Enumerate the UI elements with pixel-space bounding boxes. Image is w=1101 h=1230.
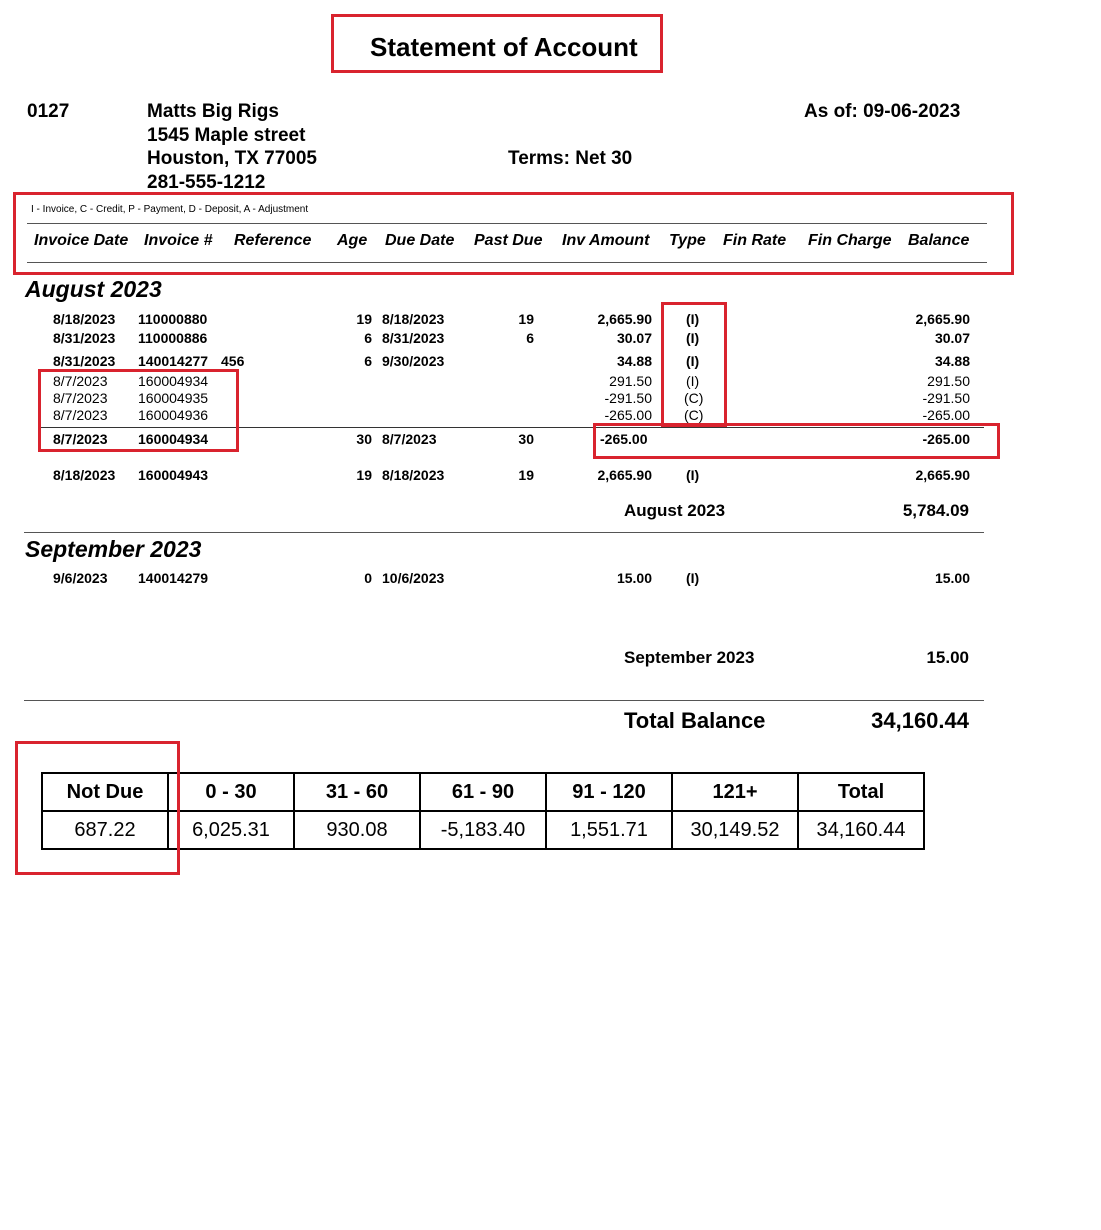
- aging-value-not-due: 687.22: [42, 811, 168, 849]
- row-age: 30: [356, 431, 372, 447]
- subtotal-value-august: 5,784.09: [902, 501, 969, 520]
- row-type: (I): [686, 467, 700, 483]
- customer-name: Matts Big Rigs: [147, 101, 279, 122]
- subtotal-label-september: September 2023: [624, 648, 755, 667]
- col-age: Age: [337, 232, 368, 249]
- aging-value-31-60: 930.08: [294, 811, 420, 849]
- aging-header-not-due: Not Due: [42, 773, 168, 811]
- row-due-date: 8/31/2023: [382, 330, 445, 346]
- row-amount: 2,665.90: [597, 467, 652, 483]
- row-age: 6: [364, 353, 372, 369]
- row-balance: 30.07: [934, 330, 970, 346]
- row-past-due: 6: [526, 330, 534, 346]
- row-date: 8/31/2023: [53, 353, 116, 369]
- row-date: 8/7/2023: [53, 407, 108, 423]
- aging-value-0-30: 6,025.31: [168, 811, 294, 849]
- row-age: 19: [356, 467, 372, 483]
- type-legend: I - Invoice, C - Credit, P - Payment, D - Deposit, A - Adjustment: [31, 204, 309, 215]
- row-invoice: 110000886: [138, 330, 208, 346]
- row-date: 8/7/2023: [53, 373, 108, 389]
- row-invoice: 160004936: [138, 407, 209, 423]
- row-invoice: 140014277: [138, 353, 209, 369]
- aging-header-61-90: 61 - 90: [420, 773, 546, 811]
- highlight-box-header: [13, 192, 1014, 275]
- col-fin-rate: Fin Rate: [723, 232, 787, 249]
- col-fin-charge: Fin Charge: [808, 232, 892, 249]
- aging-value-121-plus: 30,149.52: [672, 811, 798, 849]
- row-past-due: 30: [518, 431, 534, 447]
- row-amount: 291.50: [609, 373, 652, 389]
- highlight-box-title: [331, 14, 663, 73]
- row-balance: -265.00: [922, 407, 970, 423]
- row-type: (I): [686, 311, 700, 327]
- col-invoice-number: Invoice #: [144, 232, 213, 249]
- row-invoice: 140014279: [138, 570, 209, 586]
- row-invoice: 160004943: [138, 467, 209, 483]
- row-balance: 291.50: [927, 373, 970, 389]
- row-invoice: 160004935: [138, 390, 209, 406]
- col-reference: Reference: [234, 232, 312, 249]
- total-balance-label: Total Balance: [624, 708, 766, 733]
- row-age: 6: [364, 330, 372, 346]
- row-date: 8/18/2023: [53, 311, 116, 327]
- row-amount: -291.50: [604, 390, 652, 406]
- row-reference: 456: [221, 353, 245, 369]
- row-due-date: 9/30/2023: [382, 353, 445, 369]
- row-date: 8/18/2023: [53, 467, 116, 483]
- customer-address-line2: Houston, TX 77005: [147, 148, 317, 169]
- row-past-due: 19: [518, 467, 534, 483]
- highlight-box-invoices: [38, 369, 239, 452]
- col-type: Type: [669, 232, 706, 249]
- row-amount: -265.00: [600, 431, 648, 447]
- aging-value-61-90: -5,183.40: [420, 811, 546, 849]
- row-balance: -291.50: [922, 390, 970, 406]
- row-amount: 2,665.90: [597, 311, 652, 327]
- section-rule-september: [24, 700, 984, 701]
- month-heading-august: August 2023: [25, 276, 162, 302]
- row-due-date: 8/7/2023: [382, 431, 437, 447]
- col-balance: Balance: [908, 232, 970, 249]
- row-date: 8/7/2023: [53, 431, 108, 447]
- row-age: 19: [356, 311, 372, 327]
- aging-value-91-120: 1,551.71: [546, 811, 672, 849]
- row-type: (I): [686, 330, 700, 346]
- row-date: 8/7/2023: [53, 390, 108, 406]
- row-due-date: 8/18/2023: [382, 311, 445, 327]
- highlight-box-type: [661, 302, 727, 427]
- highlight-box-not-due: [15, 741, 180, 875]
- row-type: (I): [686, 373, 700, 389]
- total-balance-value: 34,160.44: [871, 708, 969, 733]
- subtotal-label-august: August 2023: [624, 501, 726, 520]
- month-heading-september: September 2023: [25, 536, 202, 562]
- row-amount: -265.00: [604, 407, 652, 423]
- row-amount: 34.88: [616, 353, 652, 369]
- payment-terms: Terms: Net 30: [508, 148, 633, 169]
- row-due-date: 8/18/2023: [382, 467, 445, 483]
- aging-header-0-30: 0 - 30: [168, 773, 294, 811]
- aging-value-total: 34,160.44: [798, 811, 924, 849]
- row-invoice: 160004934: [138, 373, 209, 389]
- row-balance: 15.00: [934, 570, 970, 586]
- row-age: 0: [364, 570, 372, 586]
- row-balance: 2,665.90: [915, 467, 970, 483]
- col-invoice-date: Invoice Date: [34, 232, 129, 249]
- aging-header-31-60: 31 - 60: [294, 773, 420, 811]
- aging-header-121-plus: 121+: [672, 773, 798, 811]
- customer-phone: 281-555-1212: [147, 172, 266, 193]
- customer-address-line1: 1545 Maple street: [147, 125, 306, 146]
- row-invoice: 160004934: [138, 431, 209, 447]
- row-type: (C): [684, 407, 704, 423]
- highlight-box-credit-row: [593, 423, 1000, 459]
- row-balance: -265.00: [922, 431, 970, 447]
- customer-id: 0127: [27, 101, 70, 122]
- row-type: (I): [686, 353, 700, 369]
- row-due-date: 10/6/2023: [382, 570, 445, 586]
- subtotal-value-september: 15.00: [926, 648, 969, 667]
- statement-title: Statement of Account: [370, 32, 638, 62]
- row-date: 9/6/2023: [53, 570, 108, 586]
- row-invoice: 110000880: [138, 311, 208, 327]
- section-rule-august: [24, 532, 984, 533]
- row-balance: 2,665.90: [915, 311, 970, 327]
- row-balance: 34.88: [934, 353, 970, 369]
- as-of-date: As of: 09-06-2023: [804, 101, 961, 122]
- row-amount: 30.07: [616, 330, 652, 346]
- col-past-due: Past Due: [474, 232, 543, 249]
- row-past-due: 19: [518, 311, 534, 327]
- aging-header-91-120: 91 - 120: [546, 773, 672, 811]
- aging-header-total: Total: [798, 773, 924, 811]
- row-date: 8/31/2023: [53, 330, 116, 346]
- col-inv-amount: Inv Amount: [562, 232, 650, 249]
- row-amount: 15.00: [616, 570, 652, 586]
- row-type: (I): [686, 570, 700, 586]
- col-due-date: Due Date: [385, 232, 455, 249]
- row-type: (C): [684, 390, 704, 406]
